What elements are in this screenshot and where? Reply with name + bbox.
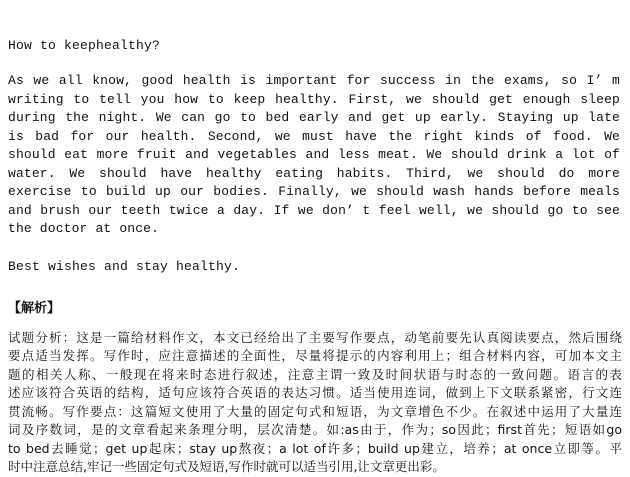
analysis-line: 试题分析：这是一篇给材料作文，本文已经给出了主要写作要点，动笔前要先认真阅读要点，然后围绕 bbox=[8, 329, 622, 345]
essay-closing: Best wishes and stay healthy. bbox=[8, 258, 241, 274]
analysis-heading: 【解析】 bbox=[8, 300, 61, 316]
analysis-line: to bed去睡觉；get up起床；stay up熬夜；a lot of许多；build up建立，培养；at once立即等。平 bbox=[8, 440, 622, 456]
analysis-line: 贯流畅。写作要点：这篇短文使用了大量的固定句式和短语，为文章增色不少。在叙述中运用了大量连 bbox=[8, 403, 622, 419]
essay-body: As we all know, good health is important for success in the exams, so I’ m writing to tell you how to keep healthy. First, we should get enough sleep during the night. We can go to bed early and get up early. Staying up late is bad for our health. Second, we must have the right kinds of food. We should eat more fruit and vegetables and less meat. We should drink a lot of water. We should have healthy eating habits. Third, we should do more exercise to build up our bodies. Finally, we should wash hands before meals and brush our teeth twice a day. If we don’ t feel well, we should go to see the doctor at once. bbox=[8, 73, 620, 236]
analysis-line: 题的相关人称、一般现在将来时态进行叙述，注意主谓一致及时间状语与时态的一致问题。语言的表 bbox=[8, 366, 622, 382]
analysis-line: 时中注意总结,牢记一些固定句式及短语,写作时就可以适当引用,让文章更出彩。 bbox=[8, 459, 445, 474]
analysis-body bbox=[8, 329, 622, 477]
essay-title: How to keephealthy? bbox=[8, 38, 161, 53]
document-page bbox=[0, 38, 630, 474]
analysis-line: 词及序数词，是的文章看起来条理分明，层次清楚。如:as由于，作为；so因此；first首先；短语如go bbox=[8, 422, 622, 437]
analysis-line: 述应该符合英语的结构，适句应该符合英语的表达习惯。适当使用连词，做到上下文联系紧密，行文连 bbox=[8, 385, 622, 400]
analysis-line: 要点适当发挥。写作时，应注意描述的全面性，尽量将提示的内容利用上；组合材料内容，可加本文主 bbox=[8, 348, 622, 363]
